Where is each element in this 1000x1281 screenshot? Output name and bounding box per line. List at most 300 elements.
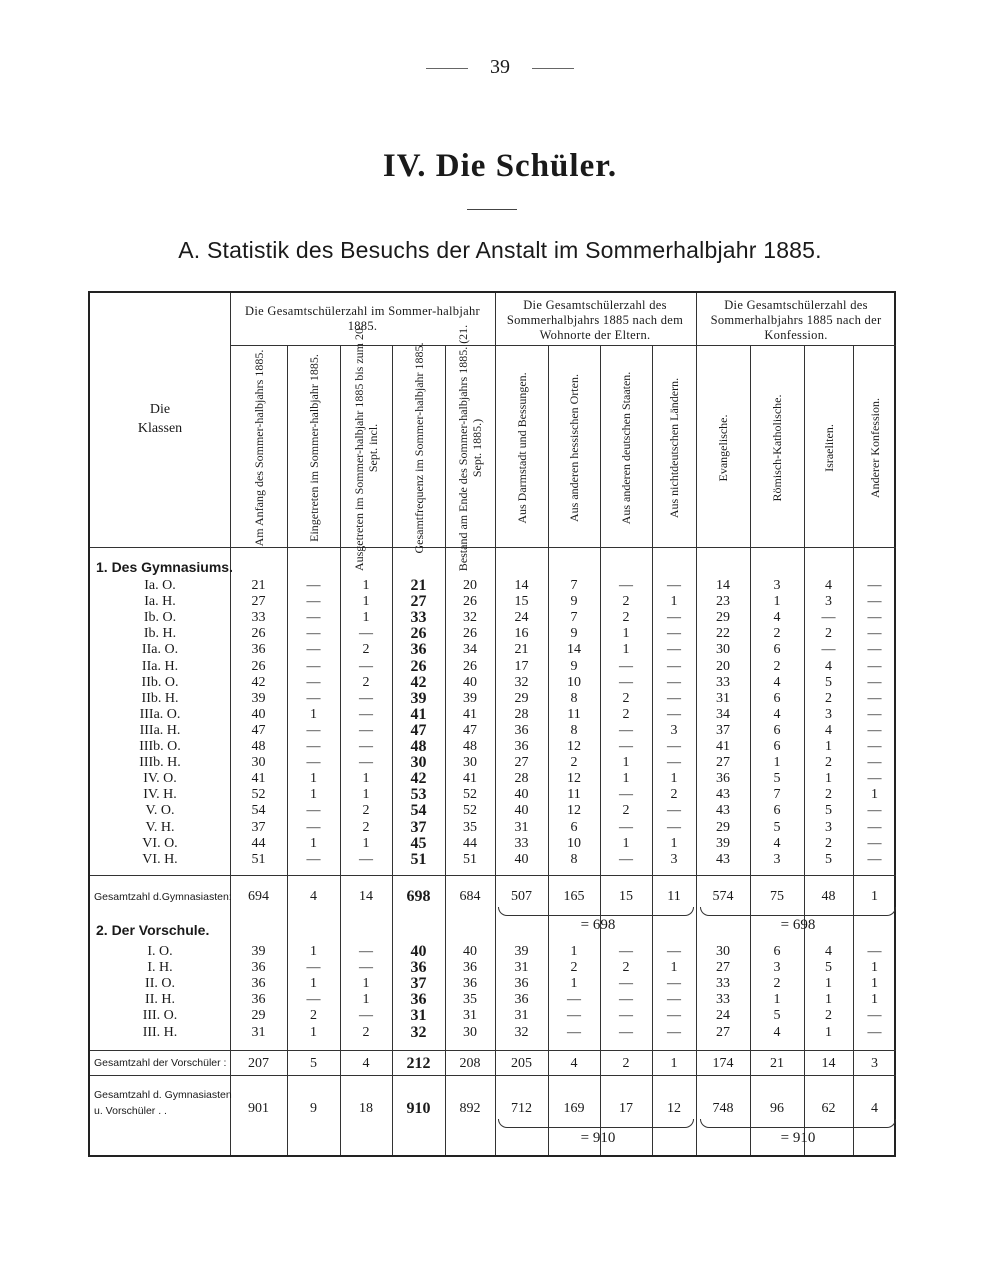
table-cell: 26 (410, 657, 427, 675)
table-cell: — (306, 803, 321, 819)
table-cell: — (306, 960, 321, 976)
table-cell: 36 (514, 976, 529, 992)
brace-konfession-grand (700, 1119, 896, 1128)
row-label: IIa. H. (141, 658, 179, 674)
row-label: IIb. H. (141, 690, 179, 706)
row-label: I. H. (147, 960, 173, 976)
table-cell: 17 (514, 658, 529, 674)
table-cell: — (667, 739, 681, 754)
table-cell: 27 (410, 593, 427, 611)
table-cell: 8 (570, 690, 578, 706)
table-cell: 96 (770, 1101, 784, 1116)
table-cell: 33 (251, 610, 266, 626)
table-cell: 41 (251, 771, 266, 787)
section-title-vorschule: 2. Der Vorschule. (96, 922, 210, 938)
table-cell: — (619, 992, 633, 1008)
total-vorschule-label: Gesamtzahl der Vorschüler : (94, 1057, 227, 1069)
table-cell: 4 (362, 1056, 370, 1071)
table-cell: — (619, 787, 633, 803)
row-label: IIa. O. (141, 642, 179, 658)
table-cell: 174 (712, 1056, 734, 1071)
table-cell: 2 (622, 803, 630, 819)
table-cell: — (306, 851, 321, 867)
table-cell: 2 (622, 706, 630, 722)
table-cell: 54 (410, 802, 427, 820)
table-cell: — (867, 851, 882, 867)
table-cell: 5 (773, 771, 781, 787)
table-cell: 208 (459, 1056, 481, 1071)
table-cell: 2 (825, 690, 832, 706)
table-cell: 4 (871, 1101, 878, 1116)
table-cell: — (867, 803, 882, 819)
table-cell: 36 (514, 992, 529, 1008)
table-cell: — (567, 992, 581, 1008)
table-cell: 9 (570, 594, 578, 610)
table-cell: 23 (716, 594, 730, 610)
page-number (0, 56, 1000, 79)
table-cell: 12 (567, 739, 581, 754)
table-cell: 2 (622, 960, 630, 976)
table-cell: 4 (773, 674, 781, 690)
table-cell: 33 (716, 976, 730, 992)
table-cell: 36 (251, 642, 266, 658)
table-cell: 1 (570, 944, 578, 959)
table-cell: 5 (773, 1008, 781, 1024)
table-cell: 31 (410, 1007, 427, 1025)
table-cell: 694 (248, 889, 269, 904)
table-cell: — (667, 944, 681, 959)
table-cell: 212 (406, 1055, 431, 1072)
table-cell: — (359, 851, 373, 867)
table-cell: 41 (463, 706, 477, 722)
table-cell: 47 (463, 722, 477, 738)
table-cell: 207 (248, 1056, 269, 1071)
section-subtitle: A. Statistik des Besuchs der Anstalt im Sommerhalbjahr 1885. (178, 237, 822, 263)
table-cell: 36 (463, 976, 477, 992)
title-divider (467, 209, 517, 210)
table-cell: 51 (410, 850, 427, 868)
table-cell: — (821, 610, 836, 626)
table-cell: 26 (251, 658, 266, 674)
table-cell: 169 (563, 1101, 585, 1116)
table-cell: 1 (310, 771, 317, 787)
table-cell: — (867, 755, 882, 771)
row-label: IIIb. O. (139, 739, 181, 754)
table-cell: 1 (670, 1056, 678, 1071)
table-cell: — (667, 706, 681, 722)
table-cell: 1 (570, 976, 578, 992)
table-cell: 22 (716, 626, 730, 642)
table-cell: 2 (362, 819, 370, 835)
table-cell: 40 (514, 851, 529, 867)
table-cell: 9 (310, 1101, 317, 1116)
table-cell: 40 (514, 787, 529, 803)
table-cell: 9 (570, 626, 578, 642)
table-cell: 1 (362, 992, 370, 1008)
table-cell: 30 (716, 642, 730, 658)
table-cell: 15 (514, 594, 529, 610)
table-cell: — (667, 755, 681, 771)
table-cell: 31 (463, 1008, 477, 1024)
sum-konfession-gym: = 698 (780, 917, 816, 933)
table-cell: 1 (362, 610, 370, 626)
table-cell: — (667, 1008, 681, 1024)
table-cell: 75 (770, 889, 784, 904)
brace-wohnort (498, 907, 694, 916)
table-cell: — (667, 976, 681, 992)
table-cell: 14 (514, 578, 529, 593)
table-cell: — (306, 610, 321, 626)
page-number-rule-left (426, 68, 468, 69)
row-label: V. H. (145, 819, 175, 835)
table-cell: 712 (511, 1101, 532, 1116)
table-cell: 31 (514, 819, 529, 835)
table-cell: 2 (622, 610, 630, 626)
table-cell: 12 (567, 803, 581, 819)
table-cell: 36 (410, 641, 427, 659)
table-cell: — (567, 1008, 581, 1024)
table-cell: 29 (716, 610, 730, 626)
table-cell: 39 (410, 689, 427, 707)
table-cell: 29 (514, 690, 529, 706)
table-cell: 34 (716, 706, 730, 722)
table-cell: 1 (622, 755, 630, 771)
table-cell: 26 (463, 594, 477, 610)
table-cell: 28 (514, 706, 529, 722)
table-cell: 21 (514, 642, 529, 658)
table-cell: 1 (310, 976, 317, 992)
table-cell: — (667, 819, 681, 835)
table-cell: 698 (406, 888, 431, 905)
table-cell: 11 (567, 787, 581, 803)
table-cell: 1 (622, 771, 630, 787)
table-cell: — (667, 674, 681, 690)
table-cell: 1 (310, 835, 317, 851)
row-label: V. O. (145, 803, 175, 819)
table-cell: 51 (463, 851, 477, 867)
column-divider (230, 293, 231, 1155)
table-cell: 54 (251, 803, 266, 819)
table-cell: 30 (463, 1024, 477, 1040)
table-cell: 2 (773, 658, 781, 674)
table-cell: — (821, 642, 836, 658)
table-cell: 8 (570, 722, 578, 738)
table-cell: 42 (410, 673, 427, 691)
table-cell: 12 (567, 771, 581, 787)
table-cell: — (867, 944, 882, 959)
table-cell: 44 (463, 835, 477, 851)
table-cell: 1 (670, 960, 678, 976)
statistics-table (88, 291, 896, 1157)
table-cell: 48 (410, 738, 427, 755)
row-label: Ib. O. (143, 610, 177, 626)
table-cell: 53 (410, 786, 427, 804)
table-cell: 2 (362, 1024, 370, 1040)
column-header: Römisch-Katholische. (770, 394, 784, 502)
table-cell: 1 (871, 889, 878, 904)
table-cell: 27 (716, 1024, 730, 1040)
table-cell: 35 (463, 992, 477, 1008)
table-cell: — (359, 626, 373, 642)
table-cell: 3 (871, 1056, 878, 1071)
table-cell: 37 (716, 722, 730, 738)
table-cell: 27 (514, 755, 529, 771)
row-label: IIIb. H. (139, 755, 181, 771)
table-cell: 1 (622, 626, 630, 642)
total-row-divider (90, 1075, 896, 1076)
table-cell: — (867, 835, 882, 851)
table-cell: 6 (773, 803, 781, 819)
table-cell: 7 (570, 578, 578, 593)
table-cell: 1 (825, 739, 832, 754)
sum-konfession-grand: = 910 (780, 1130, 816, 1146)
grand-total-label-line-2: u. Vorschüler . . (94, 1105, 167, 1117)
table-cell: 2 (773, 626, 781, 642)
table-cell: — (359, 1008, 373, 1024)
table-cell: 1 (362, 771, 370, 787)
total-row-divider (90, 1050, 896, 1051)
column-header: Eingetreten im Sommer-halbjahr 1885. (306, 354, 321, 542)
table-cell: 31 (514, 1008, 529, 1024)
table-cell: — (359, 722, 373, 738)
table-cell: — (619, 1024, 633, 1040)
table-cell: 3 (825, 819, 832, 835)
table-cell: 42 (251, 674, 266, 690)
table-cell: 910 (406, 1100, 431, 1117)
table-cell: 26 (251, 626, 266, 642)
table-cell: 684 (459, 889, 481, 904)
total-gymnasium-label: Gesamtzahl d.Gymnasiasten: (94, 891, 232, 903)
table-cell: — (667, 658, 681, 674)
table-cell: 14 (821, 1056, 836, 1071)
table-cell: 2 (570, 960, 578, 976)
table-cell: 1 (871, 976, 878, 992)
table-cell: 6 (773, 944, 781, 959)
table-cell: 39 (716, 835, 730, 851)
klassen-header (90, 400, 230, 438)
table-cell: 3 (773, 578, 781, 593)
table-cell: 36 (514, 722, 529, 738)
row-label: IIb. O. (141, 674, 179, 690)
table-cell: 36 (716, 771, 730, 787)
table-cell: 32 (514, 1024, 529, 1040)
table-cell: 24 (716, 1008, 730, 1024)
table-cell: 1 (310, 787, 317, 803)
table-cell: 4 (825, 722, 832, 738)
table-cell: — (359, 706, 373, 722)
table-cell: — (667, 803, 681, 819)
table-cell: — (867, 722, 882, 738)
column-header: Aus anderen deutschen Staaten. (619, 371, 633, 525)
table-cell: 11 (667, 889, 681, 904)
column-header: Aus anderen hessischen Orten. (567, 374, 581, 522)
row-label: III. O. (142, 1008, 178, 1024)
table-cell: — (306, 594, 321, 610)
table-cell: — (867, 690, 882, 706)
table-cell: — (867, 771, 882, 787)
table-cell: — (359, 658, 373, 674)
table-cell: — (867, 658, 882, 674)
table-cell: 29 (716, 819, 730, 835)
table-cell: 2 (825, 755, 832, 771)
table-cell: 40 (251, 706, 266, 722)
table-cell: 2 (670, 787, 678, 803)
table-cell: 32 (463, 610, 477, 626)
table-cell: 5 (825, 960, 832, 976)
table-cell: 8 (570, 851, 578, 867)
table-cell: 41 (716, 739, 730, 754)
table-cell: 3 (825, 706, 832, 722)
column-header: Gesamtfrequenz im Sommer-halbjahr 1885. (411, 342, 426, 554)
table-cell: 1 (362, 835, 370, 851)
table-cell: 1 (773, 755, 781, 771)
table-cell: 16 (514, 626, 529, 642)
table-cell: 9 (570, 658, 578, 674)
table-cell: — (306, 578, 321, 593)
table-cell: 26 (463, 658, 477, 674)
table-cell: 21 (410, 577, 427, 594)
table-cell: 40 (463, 674, 477, 690)
table-cell: 36 (251, 960, 266, 976)
table-cell: 20 (716, 658, 730, 674)
column-header: Am Anfang des Sommer-halbjahrs 1885. (251, 349, 266, 547)
table-cell: 6 (773, 642, 781, 658)
table-cell: 52 (251, 787, 266, 803)
table-cell: 3 (773, 960, 781, 976)
table-cell: 36 (251, 976, 266, 992)
table-cell: — (619, 944, 633, 959)
table-cell: 36 (251, 992, 266, 1008)
table-cell: 2 (622, 1056, 630, 1071)
table-cell: 1 (362, 594, 370, 610)
table-cell: 17 (619, 1101, 633, 1116)
table-cell: 892 (459, 1101, 481, 1116)
table-cell: — (359, 960, 373, 976)
table-cell: 48 (463, 739, 477, 754)
table-cell: 29 (251, 1008, 266, 1024)
table-cell: 1 (825, 992, 832, 1008)
table-cell: — (619, 739, 633, 754)
table-cell: 30 (716, 944, 730, 959)
column-header: Evangelische. (716, 414, 730, 482)
table-cell: — (867, 626, 882, 642)
table-cell: — (306, 690, 321, 706)
table-cell: 14 (716, 578, 730, 593)
table-cell: 21 (770, 1056, 784, 1071)
table-cell: 4 (773, 835, 781, 851)
table-cell: 20 (463, 578, 477, 593)
table-cell: 4 (825, 578, 832, 593)
table-cell: 39 (251, 944, 266, 959)
table-cell: — (359, 690, 373, 706)
table-cell: — (306, 739, 321, 754)
row-label: I. O. (147, 944, 173, 959)
table-cell: — (306, 658, 321, 674)
table-cell: 1 (871, 960, 878, 976)
table-cell: 37 (251, 819, 266, 835)
table-cell: 27 (716, 960, 730, 976)
table-cell: 39 (514, 944, 529, 959)
table-cell: 37 (410, 975, 427, 993)
table-cell: 2 (362, 803, 370, 819)
table-cell: 45 (410, 834, 427, 852)
table-cell: 30 (463, 755, 477, 771)
table-cell: 1 (670, 594, 678, 610)
table-cell: 34 (463, 642, 477, 658)
table-cell: 6 (773, 739, 781, 754)
table-cell: 3 (825, 594, 832, 610)
table-cell: 48 (251, 739, 266, 754)
table-cell: 26 (410, 625, 427, 643)
table-cell: 1 (773, 992, 781, 1008)
table-cell: 1 (670, 771, 678, 787)
table-cell: 1 (622, 642, 630, 658)
table-cell: 62 (821, 1101, 836, 1116)
table-cell: 10 (567, 835, 581, 851)
section-title-gymnasium: 1. Des Gymnasiums. (96, 559, 233, 575)
page-number-text: 39 (490, 56, 510, 78)
table-cell: 42 (410, 770, 427, 788)
table-cell: 39 (251, 690, 266, 706)
table-cell: 39 (463, 690, 477, 706)
row-label: IV. O. (143, 771, 177, 787)
table-cell: — (867, 610, 882, 626)
table-cell: 51 (251, 851, 266, 867)
table-cell: 7 (570, 610, 578, 626)
table-cell: — (867, 578, 882, 593)
table-cell: 1 (362, 578, 370, 593)
row-label: Ia. O. (144, 578, 176, 593)
table-cell: — (619, 722, 633, 738)
table-cell: 35 (463, 819, 477, 835)
table-cell: 5 (773, 819, 781, 835)
table-cell: 37 (410, 818, 427, 836)
table-cell: — (867, 1024, 882, 1040)
column-header: Ausgetreten im Sommer-halbjahr 1885 bis zum 20. Sept. incl. (352, 324, 380, 572)
table-cell: 4 (310, 889, 317, 904)
table-cell: — (667, 626, 681, 642)
table-cell: 43 (716, 803, 730, 819)
table-cell: 40 (514, 803, 529, 819)
table-cell: 31 (514, 960, 529, 976)
table-cell: 15 (619, 889, 633, 904)
table-cell: 1 (871, 787, 878, 803)
table-cell: 36 (410, 991, 427, 1009)
table-cell: — (306, 722, 321, 738)
table-cell: — (306, 819, 321, 835)
table-cell: 1 (362, 976, 370, 992)
sum-wohnort-grand: = 910 (580, 1130, 616, 1146)
table-cell: — (667, 642, 681, 658)
table-cell: — (306, 626, 321, 642)
table-cell: 4 (570, 1056, 578, 1071)
table-cell: 52 (463, 787, 477, 803)
table-cell: — (306, 674, 321, 690)
table-cell: — (667, 610, 681, 626)
table-cell: — (867, 739, 882, 754)
table-cell: 2 (825, 626, 832, 642)
table-cell: 901 (248, 1101, 269, 1116)
sum-wohnort-gym: = 698 (580, 917, 616, 933)
table-cell: — (619, 578, 633, 593)
table-cell: 30 (251, 755, 266, 771)
table-cell: — (867, 706, 882, 722)
table-cell: — (306, 642, 321, 658)
table-cell: — (867, 1008, 882, 1024)
table-cell: — (867, 642, 882, 658)
table-cell: 36 (514, 739, 529, 754)
table-cell: 2 (310, 1008, 317, 1024)
